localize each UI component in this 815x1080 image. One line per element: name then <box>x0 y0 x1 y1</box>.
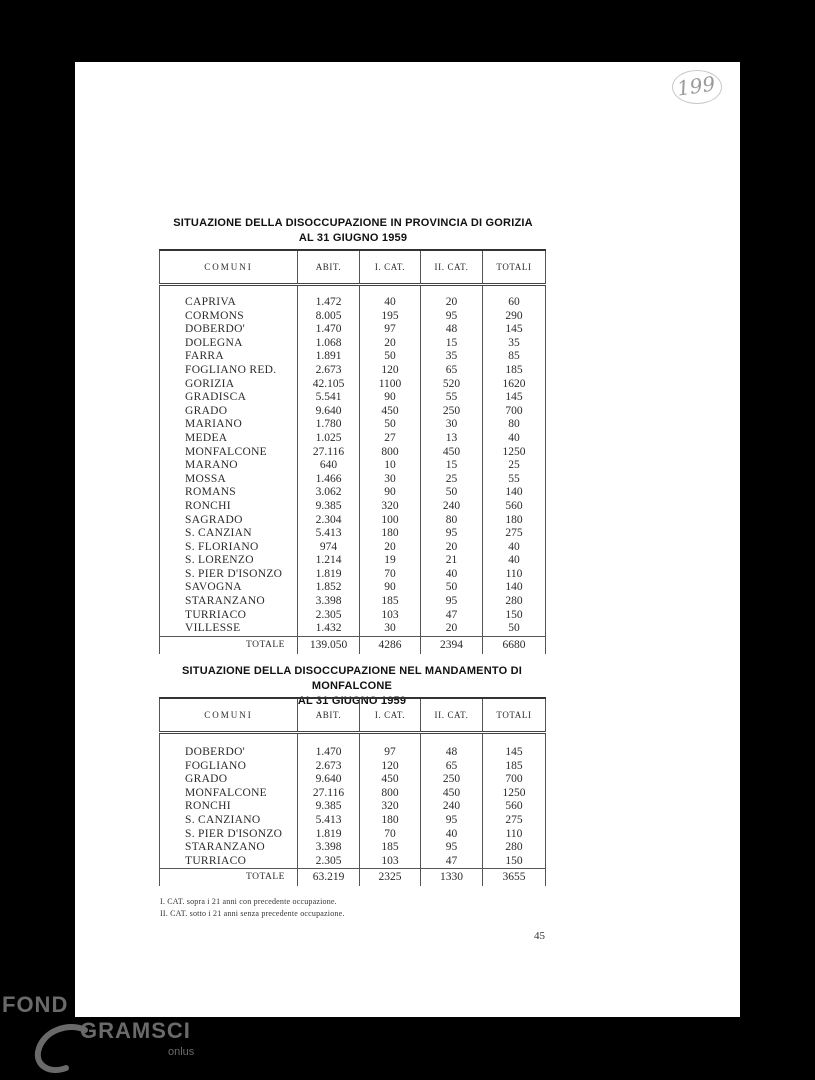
cell-cat1: 180 <box>360 814 421 828</box>
cell-comune: FARRA <box>160 350 298 364</box>
header-totali: TOTALI <box>483 698 546 733</box>
cell-cat2: 48 <box>421 746 483 760</box>
cell-comune: MARANO <box>160 459 298 473</box>
logo-text-fond: FOND <box>2 992 69 1017</box>
cell-totale: 145 <box>483 391 546 405</box>
cell-cat1: 20 <box>360 337 421 351</box>
cell-abitanti: 9.640 <box>298 773 360 787</box>
cell-totale: 40 <box>483 554 546 568</box>
total-row <box>160 869 546 887</box>
cell-abitanti: 27.116 <box>298 787 360 801</box>
cell-abitanti: 640 <box>298 459 360 473</box>
header-comuni: COMUNI <box>160 250 298 285</box>
cell-totale: 560 <box>483 500 546 514</box>
province-unemployment-table <box>159 249 546 654</box>
cell-totale: 60 <box>483 296 546 310</box>
cell-totale: 290 <box>483 310 546 324</box>
header-cat1: I. CAT. <box>360 698 421 733</box>
table-header-row <box>160 250 546 285</box>
cell-comune: GRADO <box>160 405 298 419</box>
cell-cat2: 20 <box>421 622 483 636</box>
fondazione-gramsci-logo <box>0 990 260 1080</box>
cell-comune: FOGLIANO <box>160 760 298 774</box>
total-totale: 6680 <box>483 636 546 654</box>
cell-cat2: 65 <box>421 760 483 774</box>
cell-comune: RONCHI <box>160 500 298 514</box>
cell-totale: 180 <box>483 514 546 528</box>
cell-totale: 1620 <box>483 378 546 392</box>
cell-abitanti: 1.025 <box>298 432 360 446</box>
cell-cat1: 100 <box>360 514 421 528</box>
cell-totale: 110 <box>483 568 546 582</box>
cell-abitanti: 3.398 <box>298 595 360 609</box>
cell-totale: 560 <box>483 800 546 814</box>
cell-totale: 50 <box>483 622 546 636</box>
cell-abitanti: 1.472 <box>298 296 360 310</box>
cell-totale: 280 <box>483 841 546 855</box>
total-row <box>160 636 546 654</box>
cell-totale: 185 <box>483 364 546 378</box>
cell-cat2: 240 <box>421 500 483 514</box>
cell-cat2: 30 <box>421 418 483 432</box>
cell-abitanti: 3.398 <box>298 841 360 855</box>
cell-totale: 150 <box>483 855 546 869</box>
table-row <box>160 391 546 405</box>
cell-totale: 40 <box>483 541 546 555</box>
spacer-cell <box>298 733 360 747</box>
cell-comune: S. LORENZO <box>160 554 298 568</box>
cell-comune: STARANZANO <box>160 595 298 609</box>
cell-cat2: 15 <box>421 459 483 473</box>
cell-cat1: 800 <box>360 787 421 801</box>
cell-cat1: 19 <box>360 554 421 568</box>
cell-abitanti: 8.005 <box>298 310 360 324</box>
table-row <box>160 841 546 855</box>
cell-totale: 145 <box>483 746 546 760</box>
table-row <box>160 855 546 869</box>
cell-comune: GRADO <box>160 773 298 787</box>
cell-cat1: 195 <box>360 310 421 324</box>
table-row <box>160 541 546 555</box>
cell-totale: 145 <box>483 323 546 337</box>
cell-cat1: 1100 <box>360 378 421 392</box>
cell-cat1: 180 <box>360 527 421 541</box>
cell-comune: STARANZANO <box>160 841 298 855</box>
cell-comune: SAGRADO <box>160 514 298 528</box>
table-row <box>160 760 546 774</box>
cell-abitanti: 9.385 <box>298 800 360 814</box>
table-row <box>160 814 546 828</box>
cell-cat1: 10 <box>360 459 421 473</box>
table2-title-line2: AL 31 GIUGNO 1959 <box>297 695 407 707</box>
cell-cat2: 450 <box>421 446 483 460</box>
cell-comune: S. PIER D'ISONZO <box>160 828 298 842</box>
cell-abitanti: 1.466 <box>298 473 360 487</box>
cell-cat1: 70 <box>360 568 421 582</box>
table-row <box>160 350 546 364</box>
cell-cat2: 95 <box>421 310 483 324</box>
cell-abitanti: 2.304 <box>298 514 360 528</box>
spacer-cell <box>421 733 483 747</box>
cell-comune: DOBERDO' <box>160 746 298 760</box>
table-row <box>160 622 546 636</box>
cell-totale: 55 <box>483 473 546 487</box>
cell-cat1: 40 <box>360 296 421 310</box>
cell-comune: VILLESSE <box>160 622 298 636</box>
cell-cat2: 25 <box>421 473 483 487</box>
footnote-cat1: I. CAT. sopra i 21 anni con precedente occupazione. <box>160 897 337 906</box>
header-abit: ABIT. <box>298 250 360 285</box>
handwritten-page-note: 199 <box>675 71 717 101</box>
cell-cat2: 520 <box>421 378 483 392</box>
spacer-cell <box>360 285 421 297</box>
table-row <box>160 459 546 473</box>
spacer-cell <box>483 733 546 747</box>
cell-abitanti: 27.116 <box>298 446 360 460</box>
cell-totale: 140 <box>483 486 546 500</box>
cell-cat1: 27 <box>360 432 421 446</box>
cell-comune: GORIZIA <box>160 378 298 392</box>
cell-totale: 150 <box>483 609 546 623</box>
cell-cat2: 50 <box>421 486 483 500</box>
table-row <box>160 418 546 432</box>
cell-cat2: 35 <box>421 350 483 364</box>
table-row <box>160 568 546 582</box>
total-comune: TOTALE <box>160 636 298 654</box>
cell-cat2: 95 <box>421 814 483 828</box>
cell-abitanti: 9.640 <box>298 405 360 419</box>
total-abitanti: 139.050 <box>298 636 360 654</box>
cell-cat1: 90 <box>360 391 421 405</box>
cell-abitanti: 1.819 <box>298 568 360 582</box>
cell-totale: 35 <box>483 337 546 351</box>
cell-cat2: 48 <box>421 323 483 337</box>
cell-cat1: 185 <box>360 841 421 855</box>
cell-comune: FOGLIANO RED. <box>160 364 298 378</box>
cell-totale: 40 <box>483 432 546 446</box>
spacer-cell <box>483 285 546 297</box>
table-row <box>160 527 546 541</box>
cell-totale: 85 <box>483 350 546 364</box>
table1-title-line1: SITUAZIONE DELLA DISOCCUPAZIONE IN PROVINCIA DI GORIZIA <box>173 217 533 229</box>
table1-title-line2: AL 31 GIUGNO 1959 <box>298 232 408 244</box>
cell-cat1: 103 <box>360 855 421 869</box>
cell-comune: TURRIACO <box>160 855 298 869</box>
table-row <box>160 405 546 419</box>
table-row <box>160 432 546 446</box>
cell-comune: S. CANZIANO <box>160 814 298 828</box>
cell-cat1: 450 <box>360 773 421 787</box>
cell-cat2: 80 <box>421 514 483 528</box>
cell-totale: 110 <box>483 828 546 842</box>
cell-abitanti: 2.673 <box>298 364 360 378</box>
cell-comune: MONFALCONE <box>160 787 298 801</box>
table-row <box>160 514 546 528</box>
cell-cat2: 21 <box>421 554 483 568</box>
logo-text-onlus: onlus <box>168 1046 195 1058</box>
table-row <box>160 581 546 595</box>
logo-text-gramsci: GRAMSCI <box>80 1018 191 1043</box>
table-row <box>160 800 546 814</box>
footnotes <box>160 896 345 920</box>
cell-cat2: 55 <box>421 391 483 405</box>
cell-totale: 80 <box>483 418 546 432</box>
cell-comune: RONCHI <box>160 800 298 814</box>
total-cat2: 2394 <box>421 636 483 654</box>
total-abitanti: 63.219 <box>298 869 360 887</box>
table1-title <box>158 216 548 246</box>
cell-abitanti: 9.385 <box>298 500 360 514</box>
cell-abitanti: 2.673 <box>298 760 360 774</box>
cell-cat2: 20 <box>421 296 483 310</box>
cell-totale: 280 <box>483 595 546 609</box>
cell-abitanti: 5.413 <box>298 814 360 828</box>
header-cat2: II. CAT. <box>421 250 483 285</box>
cell-cat2: 15 <box>421 337 483 351</box>
cell-cat1: 97 <box>360 746 421 760</box>
table-row <box>160 364 546 378</box>
cell-abitanti: 5.413 <box>298 527 360 541</box>
spacer-cell <box>160 285 298 297</box>
table-row <box>160 378 546 392</box>
header-comuni: COMUNI <box>160 698 298 733</box>
cell-comune: GRADISCA <box>160 391 298 405</box>
cell-abitanti: 1.068 <box>298 337 360 351</box>
cell-comune: MOSSA <box>160 473 298 487</box>
table-row <box>160 323 546 337</box>
cell-cat1: 103 <box>360 609 421 623</box>
cell-cat2: 40 <box>421 828 483 842</box>
table2-title-line1: SITUAZIONE DELLA DISOCCUPAZIONE NEL MANDAMENTO DI MONFALCONE <box>181 665 522 692</box>
table-row <box>160 337 546 351</box>
cell-cat1: 120 <box>360 760 421 774</box>
cell-cat1: 30 <box>360 473 421 487</box>
cell-cat2: 95 <box>421 841 483 855</box>
cell-cat2: 47 <box>421 609 483 623</box>
spacer-cell <box>360 733 421 747</box>
cell-comune: MEDEA <box>160 432 298 446</box>
cell-cat2: 240 <box>421 800 483 814</box>
cell-cat2: 95 <box>421 595 483 609</box>
cell-totale: 1250 <box>483 787 546 801</box>
cell-abitanti: 1.470 <box>298 323 360 337</box>
footnote-cat2: II. CAT. sotto i 21 anni senza precedente occupazione. <box>160 909 345 918</box>
cell-comune: SAVOGNA <box>160 581 298 595</box>
cell-totale: 275 <box>483 814 546 828</box>
table-header-row <box>160 698 546 733</box>
cell-cat1: 320 <box>360 500 421 514</box>
spacer-row <box>160 285 546 297</box>
table-row <box>160 310 546 324</box>
cell-cat1: 185 <box>360 595 421 609</box>
cell-totale: 25 <box>483 459 546 473</box>
cell-comune: DOLEGNA <box>160 337 298 351</box>
cell-abitanti: 2.305 <box>298 609 360 623</box>
cell-cat1: 50 <box>360 418 421 432</box>
table1-body <box>160 285 546 654</box>
cell-totale: 700 <box>483 773 546 787</box>
cell-cat2: 250 <box>421 405 483 419</box>
header-cat2: II. CAT. <box>421 698 483 733</box>
cell-comune: CAPRIVA <box>160 296 298 310</box>
cell-cat1: 90 <box>360 581 421 595</box>
cell-cat2: 40 <box>421 568 483 582</box>
cell-abitanti: 1.891 <box>298 350 360 364</box>
cell-cat1: 20 <box>360 541 421 555</box>
cell-cat2: 50 <box>421 581 483 595</box>
cell-abitanti: 1.470 <box>298 746 360 760</box>
cell-cat2: 95 <box>421 527 483 541</box>
table-row <box>160 787 546 801</box>
table-row <box>160 609 546 623</box>
cell-cat1: 97 <box>360 323 421 337</box>
cell-comune: ROMANS <box>160 486 298 500</box>
cell-comune: S. CANZIAN <box>160 527 298 541</box>
spacer-cell <box>421 285 483 297</box>
total-cat1: 4286 <box>360 636 421 654</box>
mandamento-unemployment-table <box>159 697 546 886</box>
cell-cat1: 70 <box>360 828 421 842</box>
cell-totale: 185 <box>483 760 546 774</box>
cell-abitanti: 1.780 <box>298 418 360 432</box>
cell-cat2: 13 <box>421 432 483 446</box>
cell-totale: 140 <box>483 581 546 595</box>
header-totali: TOTALI <box>483 250 546 285</box>
total-totale: 3655 <box>483 869 546 887</box>
table-row <box>160 500 546 514</box>
total-cat1: 2325 <box>360 869 421 887</box>
header-cat1: I. CAT. <box>360 250 421 285</box>
cell-abitanti: 5.541 <box>298 391 360 405</box>
table-row <box>160 446 546 460</box>
total-cat2: 1330 <box>421 869 483 887</box>
table2-body <box>160 733 546 887</box>
cell-cat1: 50 <box>360 350 421 364</box>
cell-abitanti: 1.432 <box>298 622 360 636</box>
cell-cat1: 320 <box>360 800 421 814</box>
cell-comune: TURRIACO <box>160 609 298 623</box>
cell-abitanti: 1.852 <box>298 581 360 595</box>
cell-totale: 1250 <box>483 446 546 460</box>
cell-cat1: 450 <box>360 405 421 419</box>
cell-cat1: 120 <box>360 364 421 378</box>
cell-comune: S. FLORIANO <box>160 541 298 555</box>
table-row <box>160 595 546 609</box>
cell-abitanti: 2.305 <box>298 855 360 869</box>
cell-abitanti: 974 <box>298 541 360 555</box>
spacer-cell <box>160 733 298 747</box>
spacer-row <box>160 733 546 747</box>
page-number: 45 <box>534 930 545 942</box>
cell-totale: 700 <box>483 405 546 419</box>
cell-cat2: 250 <box>421 773 483 787</box>
cell-cat1: 90 <box>360 486 421 500</box>
cell-abitanti: 3.062 <box>298 486 360 500</box>
table-row <box>160 773 546 787</box>
table-row <box>160 828 546 842</box>
table-row <box>160 473 546 487</box>
cell-comune: MARIANO <box>160 418 298 432</box>
total-comune: TOTALE <box>160 869 298 887</box>
table-row <box>160 486 546 500</box>
cell-cat2: 450 <box>421 787 483 801</box>
table-row <box>160 296 546 310</box>
cell-cat1: 800 <box>360 446 421 460</box>
cell-cat2: 65 <box>421 364 483 378</box>
cell-comune: CORMONS <box>160 310 298 324</box>
spacer-cell <box>298 285 360 297</box>
header-abit: ABIT. <box>298 698 360 733</box>
cell-cat2: 47 <box>421 855 483 869</box>
cell-abitanti: 42.105 <box>298 378 360 392</box>
cell-totale: 275 <box>483 527 546 541</box>
cell-cat1: 30 <box>360 622 421 636</box>
table-row <box>160 554 546 568</box>
cell-abitanti: 1.214 <box>298 554 360 568</box>
table-row <box>160 746 546 760</box>
cell-comune: MONFALCONE <box>160 446 298 460</box>
cell-abitanti: 1.819 <box>298 828 360 842</box>
cell-comune: DOBERDO' <box>160 323 298 337</box>
cell-comune: S. PIER D'ISONZO <box>160 568 298 582</box>
cell-cat2: 20 <box>421 541 483 555</box>
